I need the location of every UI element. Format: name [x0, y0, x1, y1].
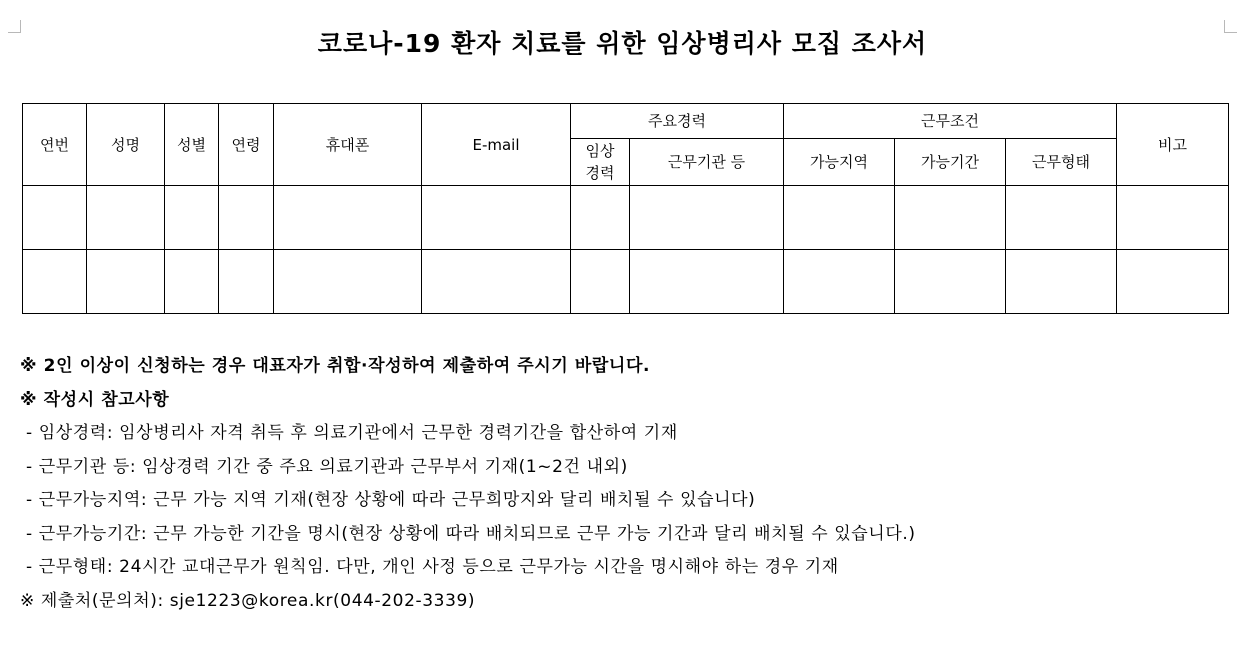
header-remarks: 비고	[1117, 104, 1229, 186]
table-cell[interactable]	[274, 186, 422, 250]
header-clinical-career-line1: 임상	[585, 142, 615, 160]
note-item-work-type: - 근무형태: 24시간 교대근무가 원칙임. 다만, 개인 사정 등으로 근무가능 시간을 명시해야 하는 경우 기재	[26, 557, 839, 577]
table-cell[interactable]	[1006, 250, 1117, 314]
table-header-row	[23, 104, 1229, 139]
header-work-type: 근무형태	[1006, 139, 1117, 186]
table-cell[interactable]	[1117, 250, 1229, 314]
table-cell[interactable]	[87, 186, 165, 250]
table-cell[interactable]	[87, 250, 165, 314]
table-cell[interactable]	[571, 186, 630, 250]
table-cell[interactable]	[895, 186, 1006, 250]
header-institution: 근무기관 등	[630, 139, 784, 186]
table-cell[interactable]	[165, 186, 219, 250]
note-item-region: - 근무가능지역: 근무 가능 지역 기재(현장 상황에 따라 근무희망지와 달리 배치될 수 있습니다)	[26, 490, 756, 510]
note-representative: ※ 2인 이상이 신청하는 경우 대표자가 취합·작성하여 제출하여 주시기 바랍니다.	[20, 356, 651, 376]
document-title: 코로나-19 환자 치료를 위한 임상병리사 모집 조사서	[317, 29, 928, 58]
header-phone: 휴대폰	[274, 104, 422, 186]
table-cell[interactable]	[274, 250, 422, 314]
note-writing-guide: ※ 작성시 참고사항	[20, 389, 170, 410]
table-cell[interactable]	[784, 186, 895, 250]
header-conditions-group: 근무조건	[784, 104, 1117, 139]
header-email: E-mail	[422, 104, 571, 186]
header-period: 가능기간	[895, 139, 1006, 186]
table-cell[interactable]	[422, 250, 571, 314]
header-region: 가능지역	[784, 139, 895, 186]
header-no: 연번	[23, 104, 87, 186]
table-cell[interactable]	[422, 186, 571, 250]
table-cell[interactable]	[630, 186, 784, 250]
header-age: 연령	[219, 104, 274, 186]
table-cell[interactable]	[219, 250, 274, 314]
table-cell[interactable]	[571, 250, 630, 314]
table-row	[23, 186, 1229, 250]
note-contact: ※ 제출처(문의처): sje1223@korea.kr(044-202-3339)	[20, 590, 476, 611]
table-cell[interactable]	[784, 250, 895, 314]
table-row	[23, 250, 1229, 314]
table-cell[interactable]	[165, 250, 219, 314]
survey-table	[22, 103, 1229, 314]
header-career-group: 주요경력	[571, 104, 784, 139]
note-item-period: - 근무가능기간: 근무 가능한 기간을 명시(현장 상황에 따라 배치되므로 근무 가능 기간과 달리 배치될 수 있습니다.)	[26, 523, 916, 544]
table-cell[interactable]	[219, 186, 274, 250]
table-cell[interactable]	[630, 250, 784, 314]
table-cell[interactable]	[895, 250, 1006, 314]
table-cell[interactable]	[23, 186, 87, 250]
header-name: 성명	[87, 104, 165, 186]
table-cell[interactable]	[1006, 186, 1117, 250]
note-item-institution: - 근무기관 등: 임상경력 기간 중 주요 의료기관과 근무부서 기재(1~2건 내외)	[26, 456, 628, 477]
note-item-clinical-career: - 임상경력: 임상병리사 자격 취득 후 의료기관에서 근무한 경력기간을 합산하여 기재	[26, 423, 678, 443]
header-gender: 성별	[165, 104, 219, 186]
notes-section	[20, 350, 916, 618]
header-clinical-career	[571, 139, 630, 186]
table-cell[interactable]	[1117, 186, 1229, 250]
table-cell[interactable]	[23, 250, 87, 314]
header-clinical-career-line2: 경력	[585, 164, 615, 182]
